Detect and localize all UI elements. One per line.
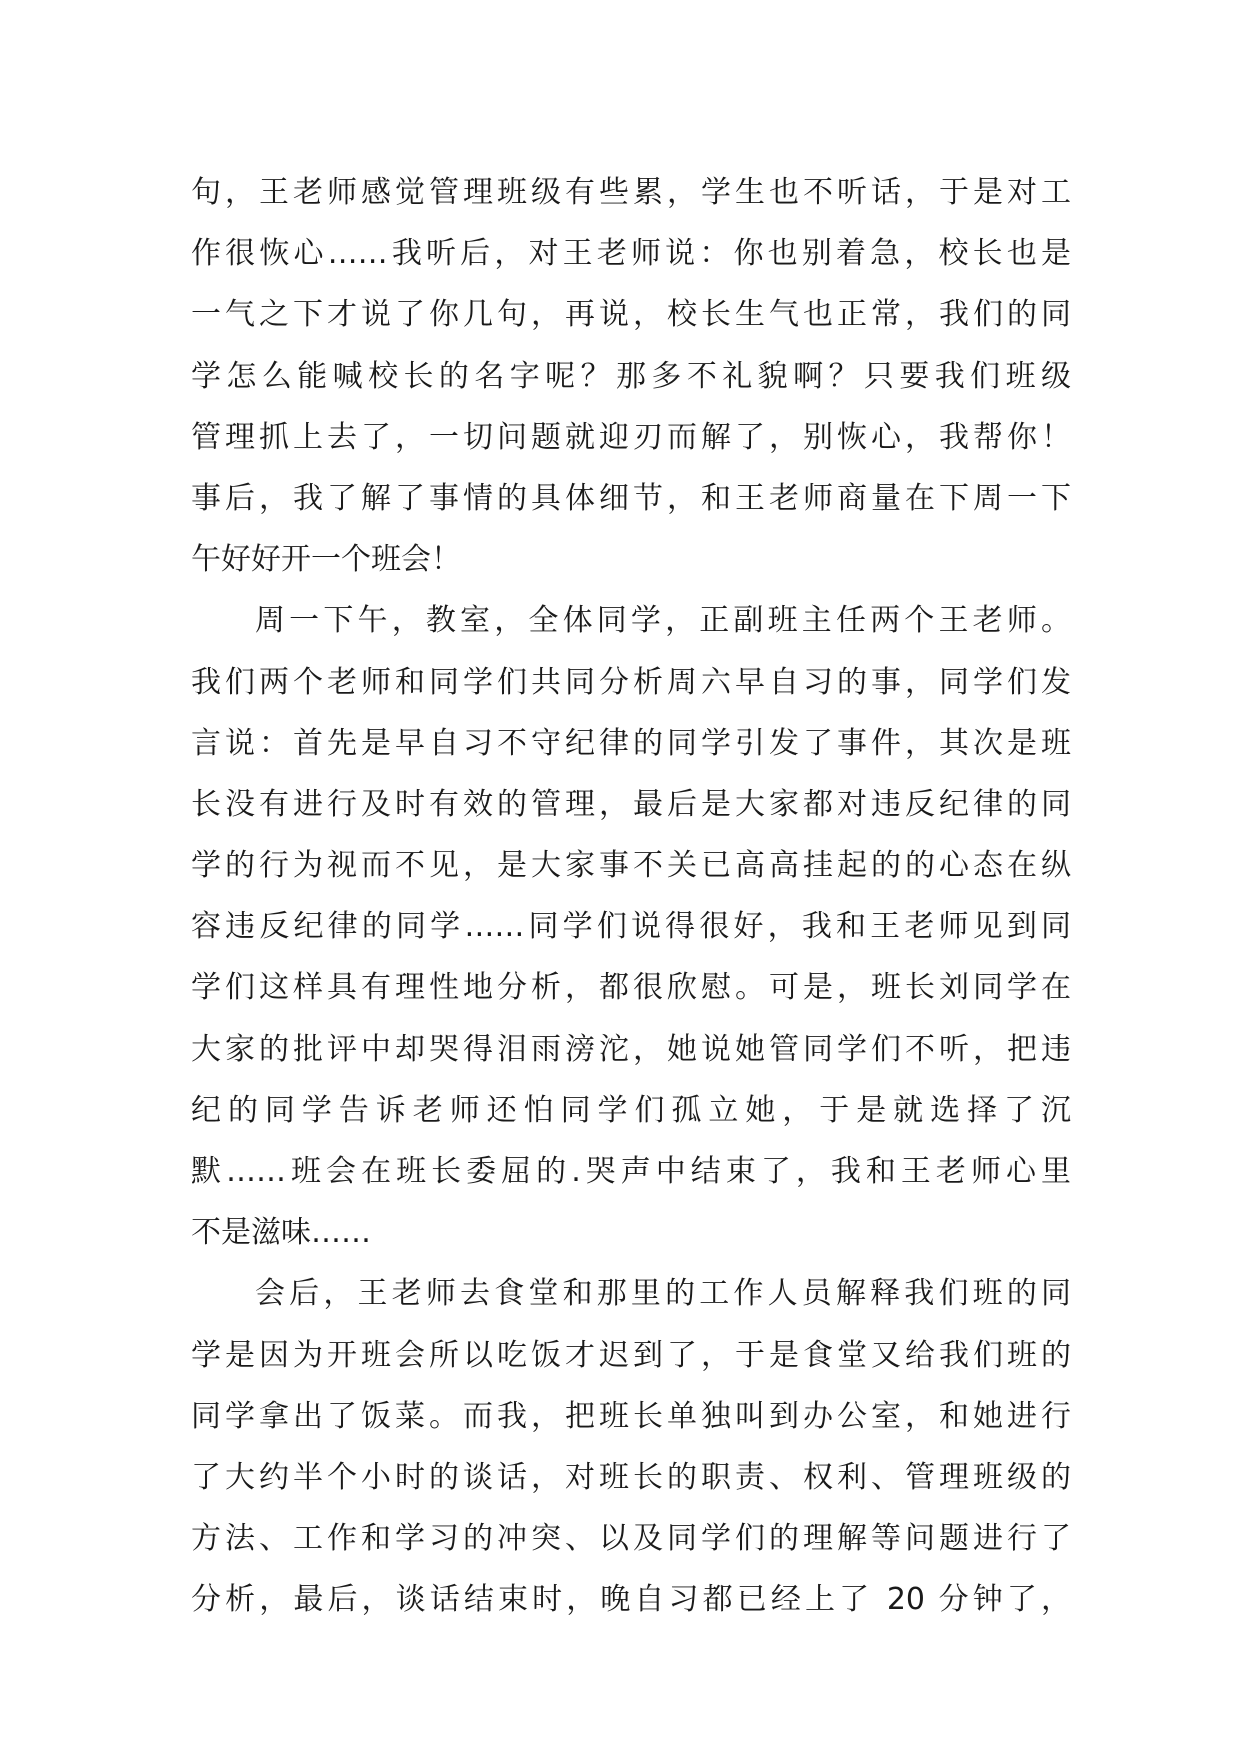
- text-line: 言说：首先是早自习不守纪律的同学引发了事件，其次是班: [191, 725, 1071, 761]
- paragraph-first-line: 周一下午，教室，全体同学，正副班主任两个王老师。: [255, 603, 1071, 639]
- text-line: 学怎么能喊校长的名字呢？那多不礼貌啊？只要我们班级: [191, 358, 1071, 394]
- text-line: 句，王老师感觉管理班级有些累，学生也不听话，于是对工: [191, 175, 1071, 210]
- text-line: 一气之下才说了你几句，再说，校长生气也正常，我们的同: [191, 297, 1071, 333]
- text-line: 分析，最后，谈话结束时，晚自习都已经上了 20 分钟了，: [191, 1582, 1071, 1618]
- text-line: 管理抓上去了，一切问题就迎刃而解了，别恢心，我帮你！: [191, 419, 1071, 455]
- text-line: 学是因为开班会所以吃饭才迟到了，于是食堂又给我们班的: [191, 1337, 1071, 1373]
- text-line: 作很恢心……我听后，对王老师说：你也别着急，校长也是: [191, 236, 1071, 272]
- text-line: 方法、工作和学习的冲突、以及同学们的理解等问题进行了: [191, 1521, 1071, 1557]
- text-line: 默……班会在班长委屈的.哭声中结束了，我和王老师心里: [191, 1154, 1071, 1189]
- text-line: 同学拿出了饭菜。而我，把班长单独叫到办公室，和她进行: [191, 1398, 1071, 1434]
- paragraph-first-line: 会后，王老师去食堂和那里的工作人员解释我们班的同: [255, 1276, 1071, 1312]
- body-text: [191, 162, 1071, 1631]
- text-line: 了大约半个小时的谈话，对班长的职责、权利、管理班级的: [191, 1459, 1071, 1495]
- text-line: 纪的同学告诉老师还怕同学们孤立她，于是就选择了沉: [191, 1092, 1071, 1128]
- text-line: 学的行为视而不见，是大家事不关已高高挂起的的心态在纵: [191, 848, 1071, 884]
- text-line: 长没有进行及时有效的管理，最后是大家都对违反纪律的同: [191, 786, 1071, 822]
- text-line: 容违反纪律的同学……同学们说得很好，我和王老师见到同: [191, 909, 1071, 945]
- text-line: 我们两个老师和同学们共同分析周六早自习的事，同学们发: [191, 664, 1071, 700]
- text-line: 学们这样具有理性地分析，都很欣慰。可是，班长刘同学在: [191, 970, 1071, 1006]
- text-line: 不是滋味……: [191, 1215, 371, 1251]
- text-line: 事后，我了解了事情的具体细节，和王老师商量在下周一下: [191, 480, 1071, 516]
- text-line: 午好好开一个班会！: [191, 542, 461, 578]
- text-line: 大家的批评中却哭得泪雨滂沱，她说她管同学们不听，把违: [191, 1031, 1071, 1067]
